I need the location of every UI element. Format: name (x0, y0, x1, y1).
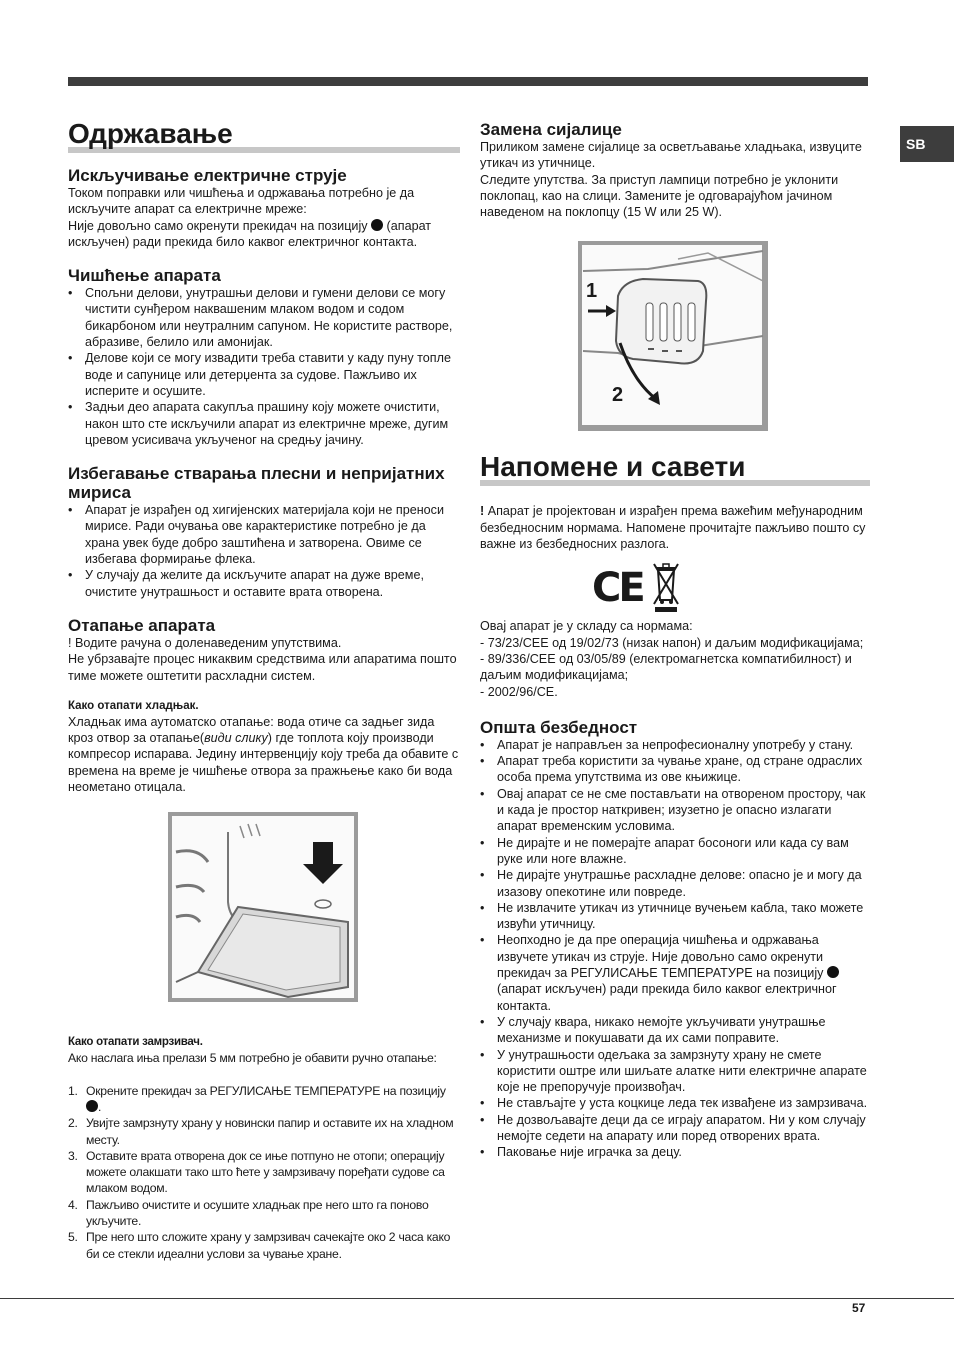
left-column (68, 112, 460, 1262)
list-item: • Паковање није играчка за децу. (480, 1144, 870, 1160)
heading-mould: Избегавање стварања плесни и непријатних мириса (68, 464, 445, 503)
header-rule (68, 77, 868, 86)
list-item: • У случају квара, никако немојте укључивати унутрашње механизме и покушавати да их сами поправите. (480, 1014, 870, 1047)
power-text-1: Током поправки или чишћења и одржавања потребно је да искључите апарат са електричне мреже: (68, 186, 415, 217)
norm-item: - 73/23/CEE од 19/02/73 (низак напон) и даљим модификацијама; (480, 635, 864, 650)
norm-item: - 2002/96/CE. (480, 684, 558, 699)
step-item: 1. Окрените прекидач за РЕГУЛИСАЊЕ ТЕМПЕРАТУРЕ на позицију . (68, 1083, 460, 1116)
footer-rule (0, 1298, 954, 1299)
step-item: 4. Пажљиво очистите и осушите хладњак пре него што га поново укључите. (68, 1197, 460, 1230)
notice-text: ! Апарат је пројектован и израђен према важећим међународним безбедносним нормама. Напомене прочитајте пажљиво пошто су важне из безбедносних разлога. (480, 504, 866, 552)
heading-defrost: Отапање апарата (68, 615, 216, 635)
step-label-1: 1 (586, 280, 598, 303)
off-position-icon (827, 966, 839, 978)
list-item: • Задњи део апарата сакупља прашину коју можете очистити, након што сте искључили апарат из електричне мреже, дугим цревом усисивача укљученог на средњу јачину. (68, 399, 460, 448)
list-item: • Неопходно је да пре операција чишћења и одржавања извучете утикач из струје. Није довољно само окренути прекидач за РЕГУЛИСАЊЕ ТЕМПЕРАТУРЕ на позицију (апарат искључен) ради прекида било каквог електричног контакта. (480, 932, 870, 1013)
step-item: 3. Оставите врата отворена док се иње потпуно не отопи; операцију можете олакшати тако што ћете у замрзивачу поређати судове са млаком водом. (68, 1148, 460, 1197)
lamp-cover-drawing (578, 241, 768, 431)
defrost-note: ! Водите рачуна о доленаведеним упутствима. (68, 635, 342, 650)
heading-bulb: Замена сијалице (480, 120, 622, 139)
list-item: • Апарат треба користити за чување хране, од стране одраслих особа према упутствима из ове књижице. (480, 753, 870, 786)
mould-list (68, 502, 460, 600)
list-item: • Апарат је направљен за непрофесионалну употребу у стану. (480, 737, 870, 753)
compliance-text: Овај апарат је у складу са нормама: (480, 619, 693, 634)
section-title-maintenance: Одржавање (68, 118, 460, 150)
conformity-marks (480, 556, 870, 618)
heading-fridge-defrost: Како отапати хладњак. (68, 699, 199, 712)
off-position-icon (371, 219, 383, 231)
freezer-defrost-text: Ако наслага иња прелази 5 мм потребно је обавити ручно отапање: (68, 1051, 437, 1066)
norm-item: - 89/336/CEE од 03/05/89 (електромагнетска компатибилност) и даљим модификацијама; (480, 651, 852, 683)
step-item: 5. Пре него што сложите храну у замрзивач сачекајте око 2 часа како би се стекли идеални услови за чување хране. (68, 1229, 460, 1262)
weee-bin-icon (652, 560, 680, 612)
section-title-notes: Напомене и савети (480, 451, 870, 483)
heading-general-safety: Општа безбедност (480, 717, 638, 737)
list-item: • Не дозвољавајте деци да се играју апаратом. Ни у ком случају немојте седети на апарату или поред отворених врата. (480, 1112, 870, 1145)
heading-freezer-defrost: Како отапати замрзивач. (68, 1036, 203, 1049)
heading-cleaning: Чишћење апарата (68, 266, 221, 286)
list-item: • Не стављајте у уста коцкице леда тек извађене из замрзивача. (480, 1095, 870, 1111)
cleaning-list (68, 285, 460, 448)
list-item: • Не дирајте и не померајте апарат босоноги или када су вам руке или ноге влажне. (480, 835, 870, 868)
fridge-interior-drawing (168, 812, 358, 1002)
bulb-text-1: Приликом замене сијалице за осветљавање хладњака, извуците утикач из утичнице. (480, 140, 862, 171)
safety-list (480, 737, 870, 1161)
fridge-defrost-text: Хладњак има аутоматско отапање: вода отиче са задњег зида кроз отвор за отапање(види слику) где топлота коју производи компресор испарава. Једину интервенцију коју треба да обавите с времена на време је чишћење отвора за пражњење како би вода неометано отицала. (68, 714, 459, 795)
off-position-icon (86, 1100, 98, 1112)
list-item: • У унутрашњости одељака за замрзнуту храну не смете користити оштре или шиљате алатке нити електричне апарате које не препоручује произвођач. (480, 1047, 870, 1096)
defrost-warning: Не убрзавајте процес никаквим средствима или апаратима пошто тиме можете оштетити расхладни систем. (68, 652, 457, 683)
list-item: • Овај апарат се не сме постављати на отвореном простору, чак и када је простор наткривен; изузетно је опасно излагати апарат временским условима. (480, 786, 870, 835)
page-number: 57 (852, 1301, 866, 1315)
list-item: • Апарат је израђен од хигијенских материјала који не преноси мирисе. Ради очувања ове карактеристике потребно је да храна увек буде добро заштићена и затворена. Овиме се избегава формирање флека. (68, 502, 460, 567)
bulb-replacement-illustration (578, 241, 768, 431)
list-item: • У случају да желите да искључите апарат на дуже време, очистите унутрашњост и оставите врата отворена. (68, 567, 460, 600)
step-item: 2. Увијте замрзнуту храну у новински папир и оставите их на хладном месту. (68, 1115, 460, 1148)
list-item: • Не извлачите утикач из утичнице вучењем кабла, тако можете извући утичницу. (480, 900, 870, 933)
language-tab: SB (900, 126, 954, 162)
list-item: • Делове који се могу извадити треба ставити у каду пуну топле воде и сапунице или детерџента за судове. Пажљиво их исперите и осушите. (68, 350, 460, 399)
ce-mark-icon: CE (592, 565, 643, 612)
list-item: • Спољни делови, унутрашњи делови и гумени делови се могу чистити сунђером наквашеним млаком водом и содом бикарбоном или неутралним сапуном. Не користите растворе, абразиве, белило или амонијак. (68, 285, 460, 350)
fridge-drain-illustration (168, 812, 358, 1002)
power-text-2: Није довољно само окренути прекидач на позицију (апарат искључен) ради прекида било каквог електричног контакта. (68, 218, 432, 249)
right-column (480, 112, 870, 1161)
heading-power-off: Искључивање електричне струје (68, 166, 347, 185)
list-item: • Не дирајте унутрашње расхладне делове: опасно је и могу да изазову опекотине или повреде. (480, 867, 870, 900)
step-label-2: 2 (612, 384, 624, 407)
defrost-steps (68, 1083, 460, 1262)
bulb-text-2: Следите упутства. За приступ лампици потребно је уклонити поклопац, као на слици. Замените је одговарајућом јачином наведеном на поклопцу (15 W или 25 W). (480, 172, 839, 220)
